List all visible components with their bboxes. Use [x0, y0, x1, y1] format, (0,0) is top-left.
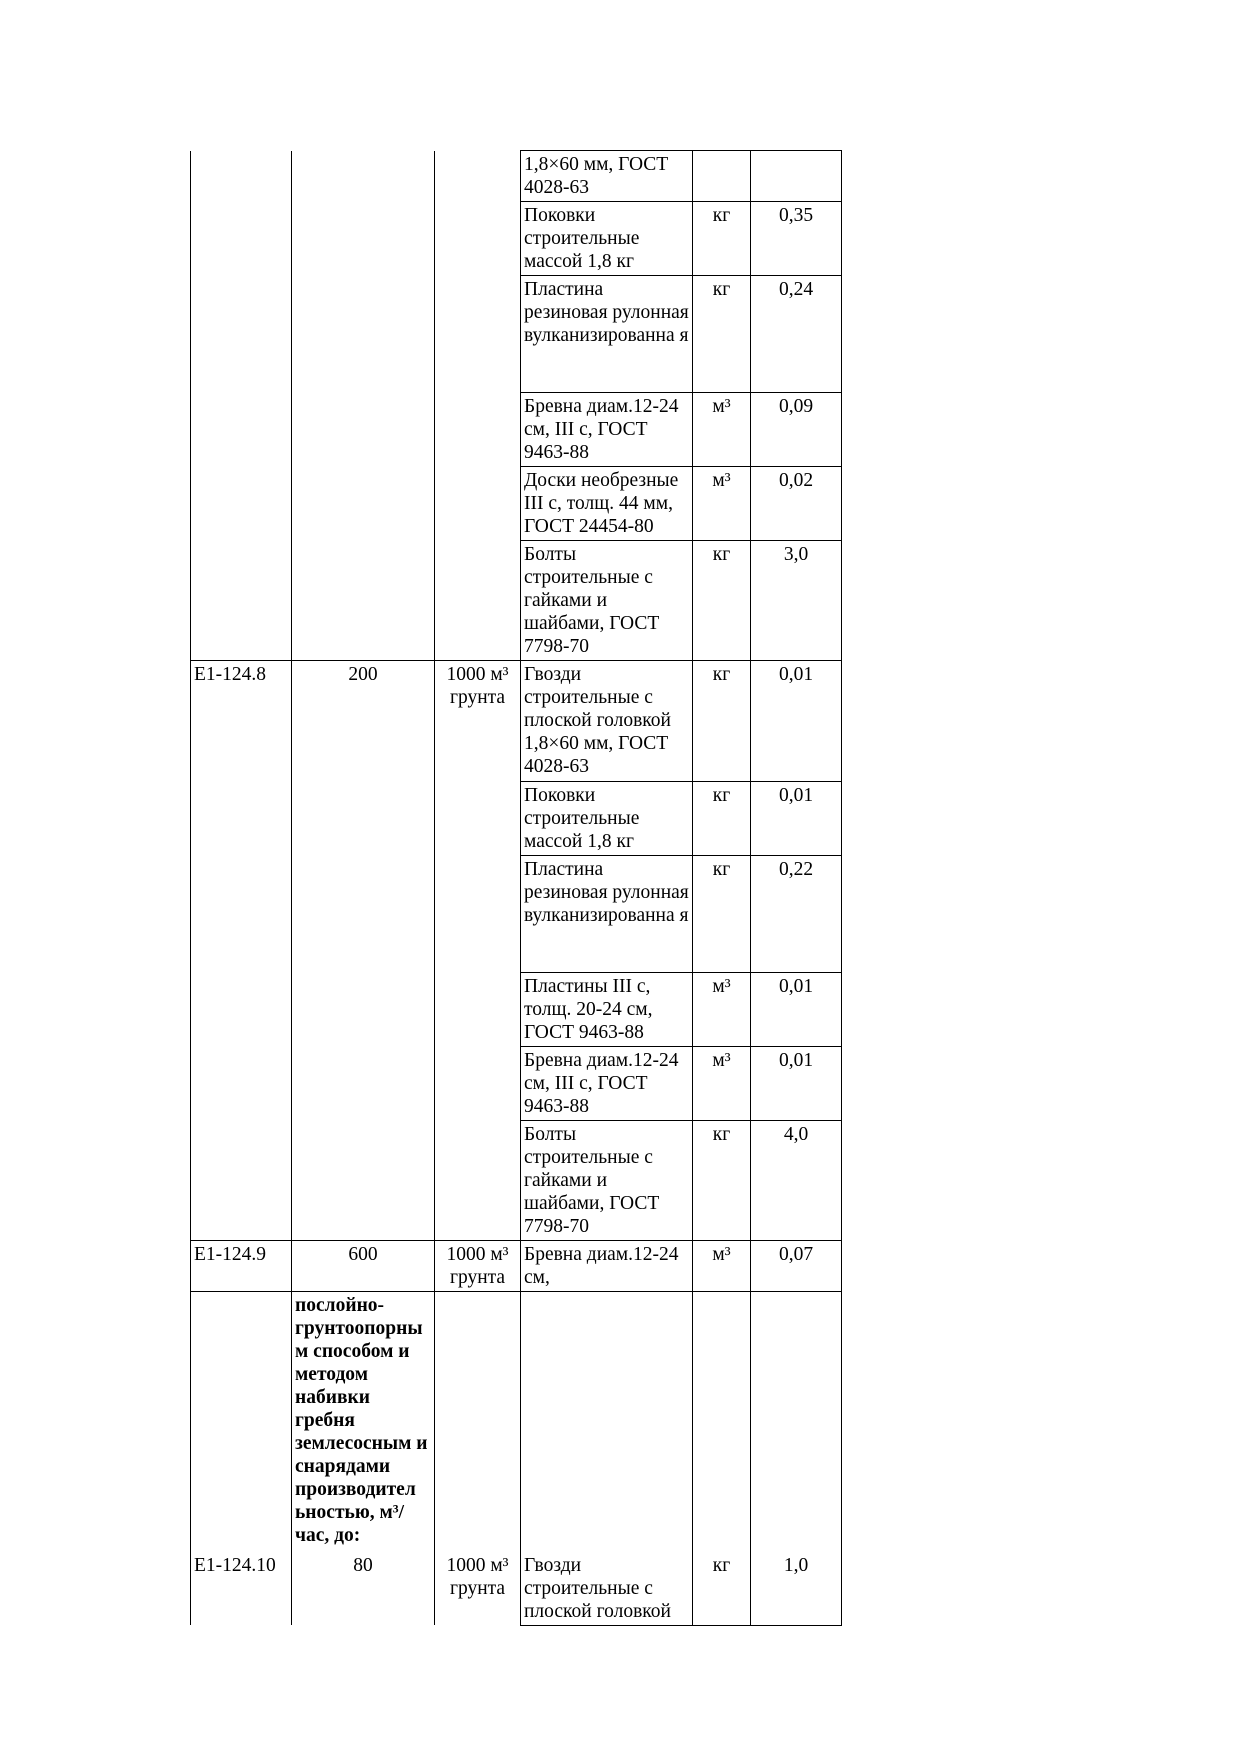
table-row [191, 782, 842, 856]
measure-unit-cell: кг [693, 856, 751, 973]
norm-cell [292, 276, 435, 393]
quantity-cell [751, 151, 842, 202]
table-row [191, 856, 842, 973]
material-cell: Пластина резиновая рулонная вулканизированна я [521, 856, 693, 973]
table-row [191, 467, 842, 541]
code-cell-empty [191, 1292, 292, 1552]
table-row [191, 1552, 842, 1626]
quantity-cell: 0,35 [751, 202, 842, 276]
code-cell [191, 782, 292, 856]
norm-cell [292, 541, 435, 661]
norm-cell: 200 [292, 661, 435, 782]
code-cell [191, 393, 292, 467]
unit-cell [435, 1047, 521, 1121]
measure-unit-cell [693, 151, 751, 202]
measure-unit-cell: м³ [693, 1047, 751, 1121]
measure-unit-cell: м³ [693, 1241, 751, 1292]
measure-unit-cell: кг [693, 1552, 751, 1626]
material-cell-empty [521, 1292, 693, 1552]
quantity-cell: 0,01 [751, 973, 842, 1047]
resource-norms-table [190, 150, 842, 1626]
table-row [191, 276, 842, 393]
unit-cell [435, 276, 521, 393]
code-cell [191, 151, 292, 202]
code-cell [191, 202, 292, 276]
material-cell: Поковки строительные массой 1,8 кг [521, 782, 693, 856]
unit-cell [435, 202, 521, 276]
measure-unit-cell: кг [693, 541, 751, 661]
unit-cell: 1000 м³ грунта [435, 1241, 521, 1292]
material-cell: 1,8×60 мм, ГОСТ 4028-63 [521, 151, 693, 202]
document-page [190, 150, 842, 1626]
table-row [191, 1047, 842, 1121]
measure-unit-cell: кг [693, 661, 751, 782]
material-cell: Гвозди строительные с плоской головкой 1,8×60 мм, ГОСТ 4028-63 [521, 661, 693, 782]
quantity-cell: 4,0 [751, 1121, 842, 1241]
quantity-cell: 3,0 [751, 541, 842, 661]
section-heading: послойно-грунтоопорны м способом и методом набивки гребня землесосным и снарядами производител ьностью, м³/час, до: [292, 1292, 435, 1552]
code-cell [191, 856, 292, 973]
material-cell: Пластины III с, толщ. 20-24 см, ГОСТ 9463-88 [521, 973, 693, 1047]
material-cell: Доски необрезные III с, толщ. 44 мм, ГОСТ 24454-80 [521, 467, 693, 541]
code-cell [191, 973, 292, 1047]
unit-cell: 1000 м³ грунта [435, 1552, 521, 1626]
code-cell [191, 541, 292, 661]
code-cell [191, 1047, 292, 1121]
measure-unit-cell: м³ [693, 393, 751, 467]
table-row [191, 1241, 842, 1292]
table-row [191, 973, 842, 1047]
section-heading-row [191, 1292, 842, 1552]
norm-cell [292, 856, 435, 973]
norm-cell [292, 202, 435, 276]
code-cell [191, 467, 292, 541]
code-cell: Е1-124.9 [191, 1241, 292, 1292]
measure-unit-cell-empty [693, 1292, 751, 1552]
unit-cell [435, 856, 521, 973]
quantity-cell: 0,01 [751, 1047, 842, 1121]
code-cell: Е1-124.10 [191, 1552, 292, 1626]
table-row [191, 202, 842, 276]
quantity-cell: 0,09 [751, 393, 842, 467]
table-row [191, 1121, 842, 1241]
norm-cell [292, 151, 435, 202]
quantity-cell: 0,07 [751, 1241, 842, 1292]
material-cell: Болты строительные с гайками и шайбами, ГОСТ 7798-70 [521, 1121, 693, 1241]
material-cell: Болты строительные с гайками и шайбами, ГОСТ 7798-70 [521, 541, 693, 661]
quantity-cell: 0,24 [751, 276, 842, 393]
unit-cell [435, 467, 521, 541]
norm-cell [292, 393, 435, 467]
measure-unit-cell: кг [693, 1121, 751, 1241]
norm-cell: 80 [292, 1552, 435, 1626]
norm-cell [292, 1047, 435, 1121]
quantity-cell-empty [751, 1292, 842, 1552]
norm-cell [292, 467, 435, 541]
measure-unit-cell: м³ [693, 973, 751, 1047]
table-row [191, 661, 842, 782]
measure-unit-cell: кг [693, 782, 751, 856]
material-cell: Гвозди строительные с плоской головкой [521, 1552, 693, 1626]
material-cell: Бревна диам.12-24 см, III с, ГОСТ 9463-88 [521, 393, 693, 467]
quantity-cell: 0,01 [751, 782, 842, 856]
unit-cell-empty [435, 1292, 521, 1552]
material-cell: Бревна диам.12-24 см, [521, 1241, 693, 1292]
measure-unit-cell: кг [693, 276, 751, 393]
unit-cell [435, 1121, 521, 1241]
code-cell [191, 1121, 292, 1241]
material-cell: Пластина резиновая рулонная вулканизированна я [521, 276, 693, 393]
norm-cell [292, 1121, 435, 1241]
quantity-cell: 0,02 [751, 467, 842, 541]
norm-cell [292, 973, 435, 1047]
unit-cell [435, 973, 521, 1047]
code-cell: Е1-124.8 [191, 661, 292, 782]
quantity-cell: 1,0 [751, 1552, 842, 1626]
unit-cell [435, 151, 521, 202]
quantity-cell: 0,01 [751, 661, 842, 782]
material-cell: Поковки строительные массой 1,8 кг [521, 202, 693, 276]
material-cell: Бревна диам.12-24 см, III с, ГОСТ 9463-88 [521, 1047, 693, 1121]
norm-cell: 600 [292, 1241, 435, 1292]
unit-cell [435, 393, 521, 467]
norm-cell [292, 782, 435, 856]
unit-cell [435, 541, 521, 661]
unit-cell [435, 782, 521, 856]
measure-unit-cell: кг [693, 202, 751, 276]
table-row [191, 541, 842, 661]
table-row [191, 151, 842, 202]
table-row [191, 393, 842, 467]
measure-unit-cell: м³ [693, 467, 751, 541]
quantity-cell: 0,22 [751, 856, 842, 973]
unit-cell: 1000 м³ грунта [435, 661, 521, 782]
code-cell [191, 276, 292, 393]
